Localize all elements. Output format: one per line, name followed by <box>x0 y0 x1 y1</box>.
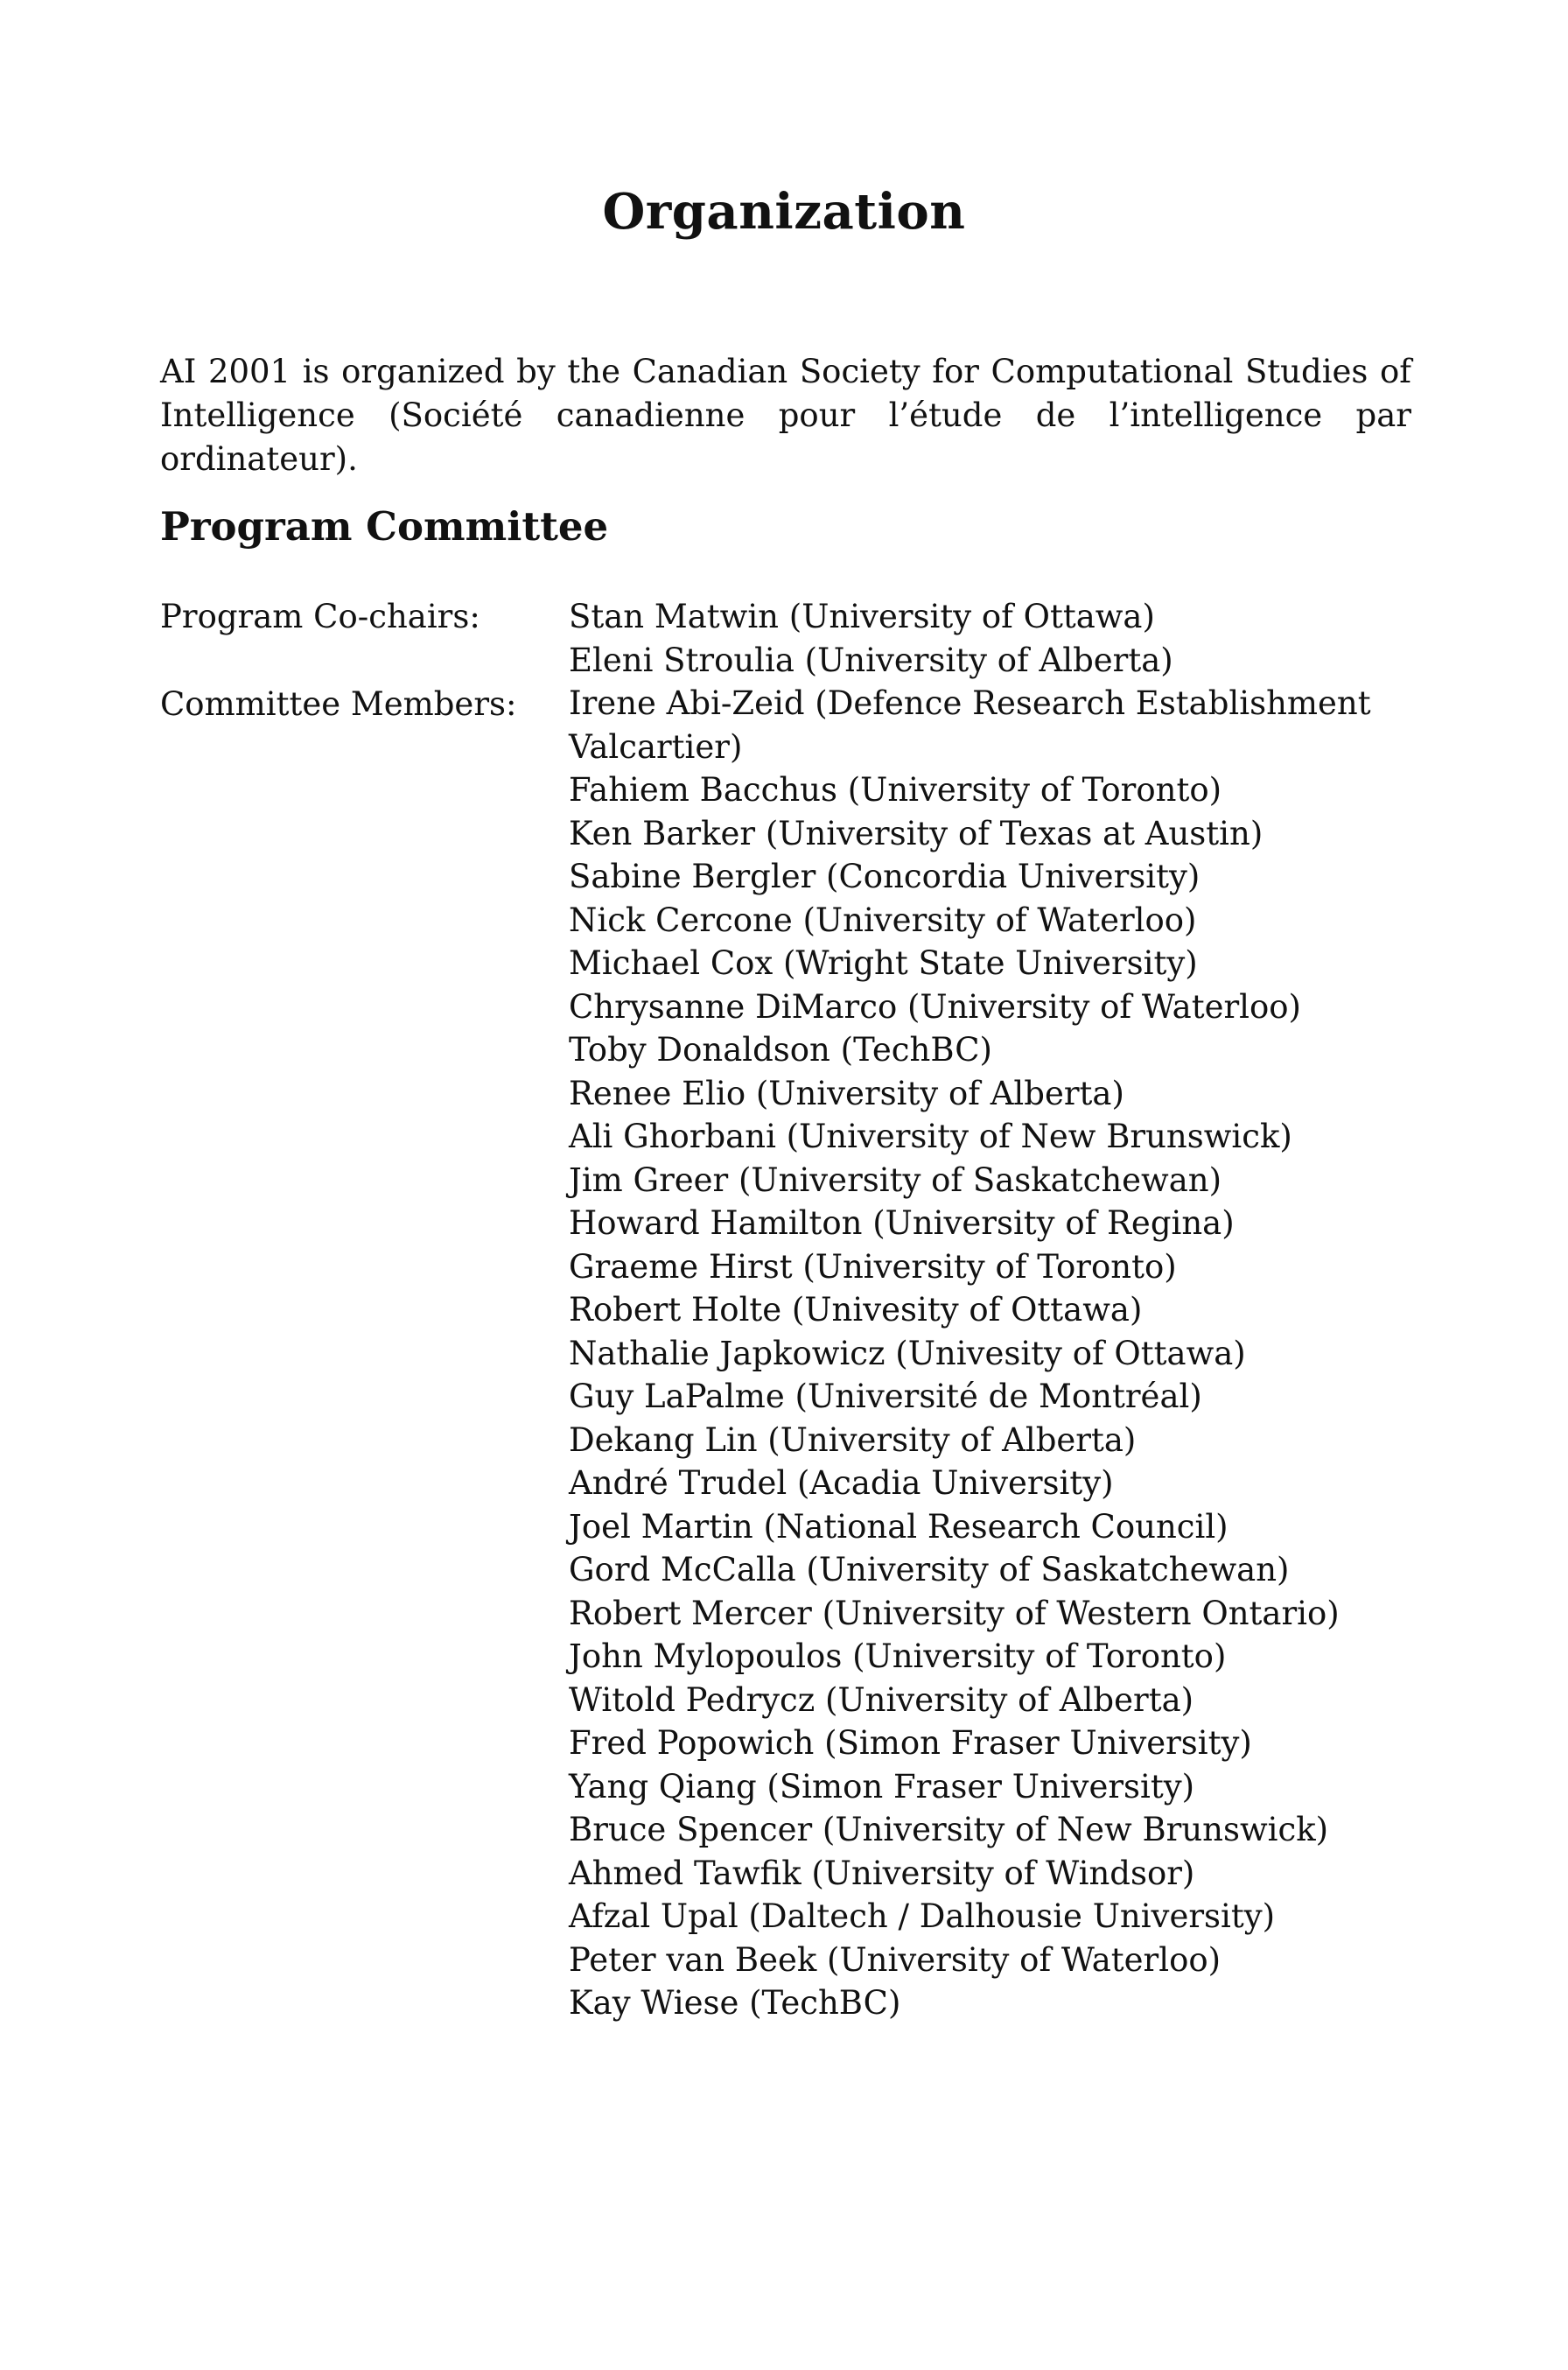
member-entry: John Mylopoulos (University of Toronto) <box>569 1637 1227 1675</box>
member-entry: Guy LaPalme (Université de Montréal) <box>569 1378 1202 1415</box>
member-entry: Bruce Spencer (University of New Brunswick) <box>569 1811 1329 1848</box>
member-entry: Toby Donaldson (TechBC) <box>569 1031 992 1069</box>
member-entry: Michael Cox (Wright State University) <box>569 944 1198 982</box>
member-entry: Fred Popowich (Simon Fraser University) <box>569 1724 1252 1762</box>
member-entry: Kay Wiese (TechBC) <box>569 1984 901 2022</box>
committee-members-label: Committee Members: <box>160 685 517 723</box>
member-entry: Graeme Hirst (University of Toronto) <box>569 1247 1177 1286</box>
page-title: Organization <box>602 182 966 241</box>
member-entry: Afzal Upal (Daltech / Dalhousie University) <box>569 1897 1276 1935</box>
intro-paragraph: AI 2001 is organized by the Canadian Society for Computational Studies of Intelligence (Société canadienne pour l’étude de l’intelligence par ordinateur). <box>160 353 1411 478</box>
member-entry: Irene Abi-Zeid (Defence Research Establishment Valcartier) <box>569 684 1371 766</box>
member-entry: Robert Mercer (University of Western Ontario) <box>569 1594 1340 1632</box>
member-entry: Renee Elio (University of Alberta) <box>569 1074 1124 1112</box>
member-entry: Sabine Bergler (Concordia University) <box>569 858 1200 895</box>
member-entry: Chrysanne DiMarco (University of Waterloo) <box>569 987 1301 1026</box>
member-entry: Ali Ghorbani (University of New Brunswick) <box>569 1118 1292 1155</box>
member-entry: Peter van Beek (University of Waterloo) <box>569 1940 1222 1979</box>
member-entry: Nick Cercone (University of Waterloo) <box>569 901 1197 939</box>
member-entry: Ken Barker (University of Texas at Austin) <box>569 814 1264 852</box>
member-entry: Fahiem Bacchus (University of Toronto) <box>569 771 1222 809</box>
cochair-entry: Stan Matwin (University of Ottawa) <box>569 598 1155 635</box>
member-entry: Witold Pedrycz (University of Alberta) <box>569 1680 1194 1719</box>
member-entry: André Trudel (Acadia University) <box>569 1464 1114 1502</box>
member-entry: Howard Hamilton (University of Regina) <box>569 1204 1235 1242</box>
program-cochairs-label: Program Co-chairs: <box>160 598 480 635</box>
member-entry: Joel Martin (National Research Council) <box>569 1507 1228 1546</box>
program-committee-heading: Program Committee <box>160 503 609 550</box>
member-entry: Ahmed Tawfik (University of Windsor) <box>569 1854 1195 1892</box>
member-entry: Robert Holte (Univesity of Ottawa) <box>569 1291 1143 1329</box>
committee-list <box>569 595 1418 2025</box>
member-entry: Nathalie Japkowicz (Univesity of Ottawa) <box>569 1334 1246 1372</box>
member-entry: Gord McCalla (University of Saskatchewan) <box>569 1551 1290 1588</box>
member-entry: Yang Qiang (Simon Fraser University) <box>569 1767 1195 1806</box>
cochair-entry: Eleni Stroulia (University of Alberta) <box>569 641 1173 679</box>
member-entry: Jim Greer (University of Saskatchewan) <box>569 1160 1222 1199</box>
member-entry: Dekang Lin (University of Alberta) <box>569 1420 1137 1459</box>
